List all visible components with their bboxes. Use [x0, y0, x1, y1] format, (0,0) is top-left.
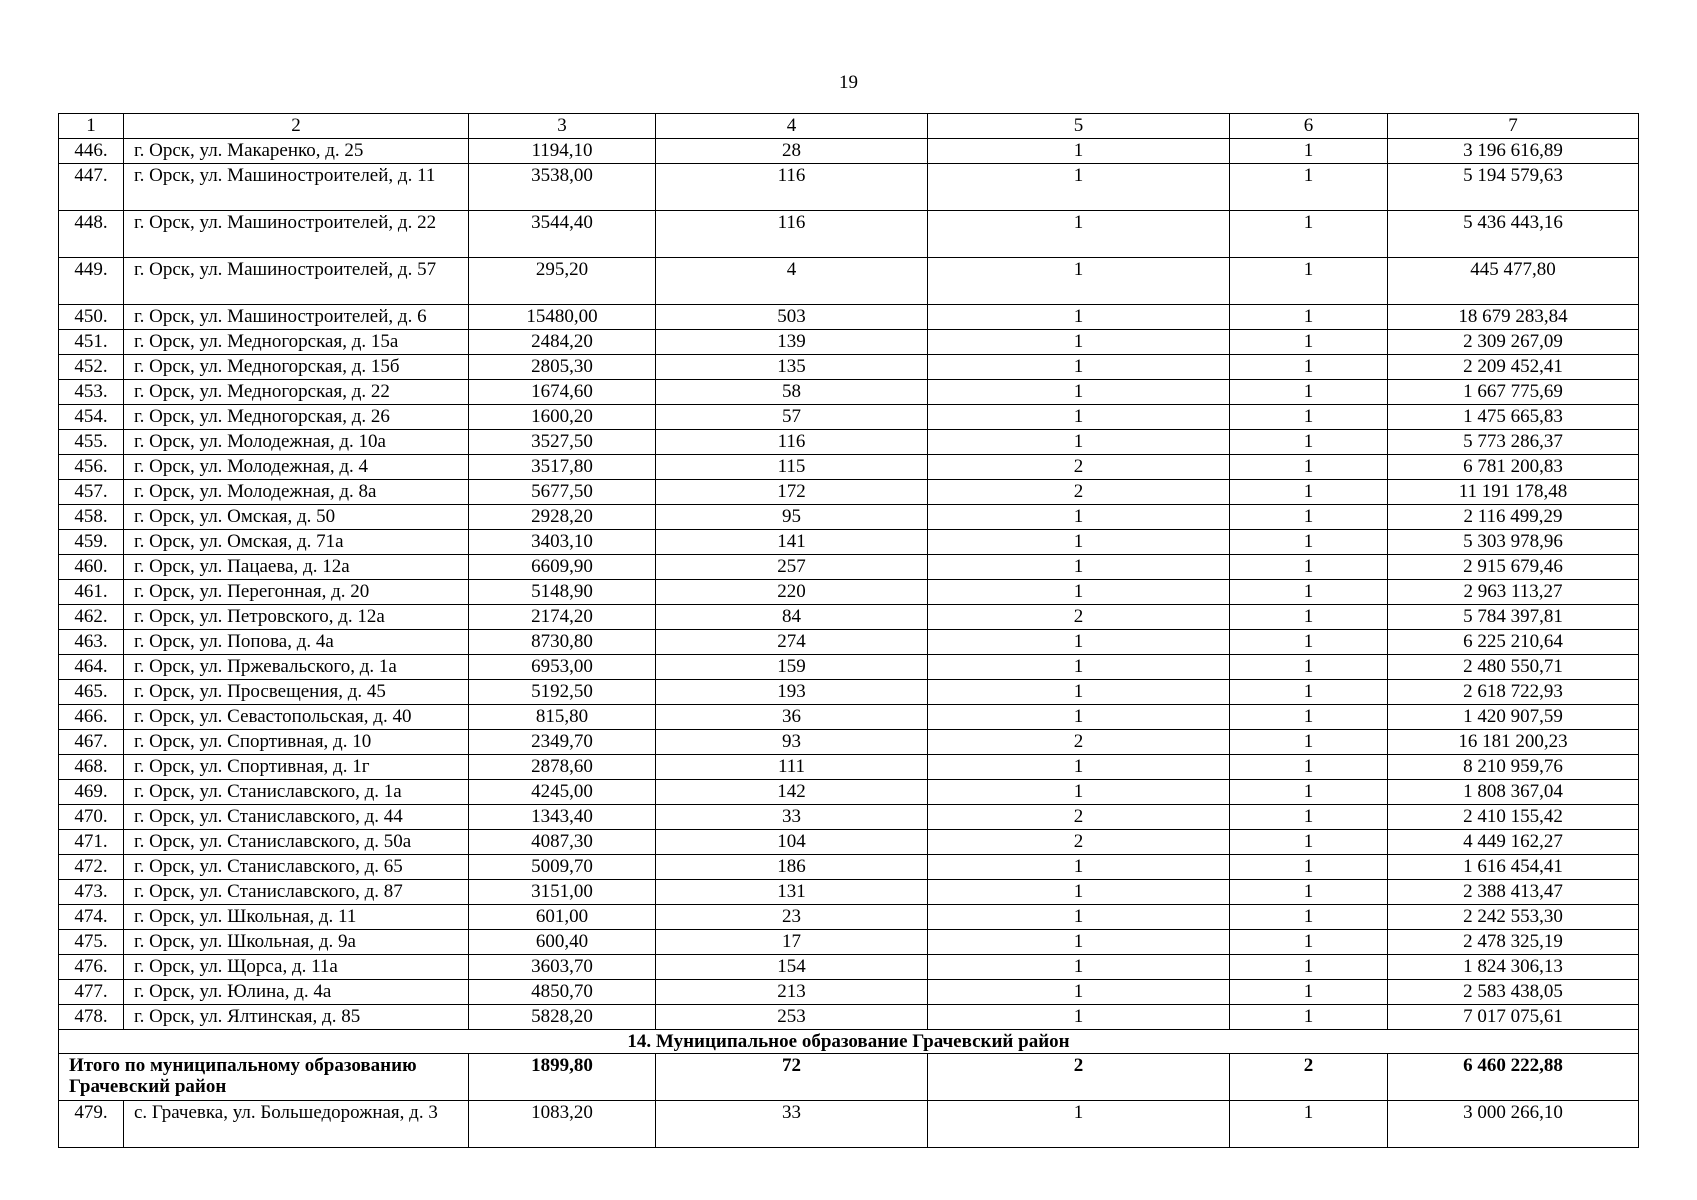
- row-number: 468.: [59, 755, 124, 780]
- area-cell: 295,20: [469, 258, 656, 305]
- address-cell: г. Орск, ул. Молодежная, д. 10а: [124, 430, 469, 455]
- col6-cell: 1: [1230, 655, 1388, 680]
- table-row: [59, 211, 1639, 258]
- cost-cell: 16 181 200,23: [1388, 730, 1639, 755]
- area-cell: 2349,70: [469, 730, 656, 755]
- address-cell: г. Орск, ул. Медногорская, д. 22: [124, 380, 469, 405]
- table-row: [59, 905, 1639, 930]
- section-row: [59, 1030, 1639, 1054]
- row-number: 454.: [59, 405, 124, 430]
- cost-cell: 1 420 907,59: [1388, 705, 1639, 730]
- address-cell: г. Орск, ул. Молодежная, д. 8а: [124, 480, 469, 505]
- area-cell: 2174,20: [469, 605, 656, 630]
- col6-cell: 1: [1230, 258, 1388, 305]
- cost-cell: 1 616 454,41: [1388, 855, 1639, 880]
- table-row: [59, 139, 1639, 164]
- col6-cell: 1: [1230, 530, 1388, 555]
- area-cell: 3151,00: [469, 880, 656, 905]
- cost-cell: 6 781 200,83: [1388, 455, 1639, 480]
- page-number: 19: [839, 72, 858, 93]
- area-cell: 2805,30: [469, 355, 656, 380]
- area-cell: 3544,40: [469, 211, 656, 258]
- residents-cell: 23: [656, 905, 928, 930]
- col6-cell: 1: [1230, 1005, 1388, 1030]
- residents-cell: 193: [656, 680, 928, 705]
- cost-cell: 3 000 266,10: [1388, 1101, 1639, 1148]
- col5-cell: 1: [928, 905, 1230, 930]
- cost-cell: 2 209 452,41: [1388, 355, 1639, 380]
- col6-cell: 1: [1230, 705, 1388, 730]
- address-cell: г. Орск, ул. Севастопольская, д. 40: [124, 705, 469, 730]
- row-number: 465.: [59, 680, 124, 705]
- row-number: 461.: [59, 580, 124, 605]
- area-cell: 5148,90: [469, 580, 656, 605]
- cost-cell: 11 191 178,48: [1388, 480, 1639, 505]
- residents-cell: 116: [656, 164, 928, 211]
- address-cell: г. Орск, ул. Машиностроителей, д. 6: [124, 305, 469, 330]
- residents-cell: 257: [656, 555, 928, 580]
- table-row: [59, 330, 1639, 355]
- area-cell: 2928,20: [469, 505, 656, 530]
- col5-cell: 1: [928, 630, 1230, 655]
- residents-cell: 84: [656, 605, 928, 630]
- address-cell: г. Орск, ул. Омская, д. 50: [124, 505, 469, 530]
- col6-cell: 1: [1230, 430, 1388, 455]
- residents-cell: 115: [656, 455, 928, 480]
- row-number: 479.: [59, 1101, 124, 1148]
- table-row: [59, 980, 1639, 1005]
- residents-cell: 33: [656, 805, 928, 830]
- residents-cell: 159: [656, 655, 928, 680]
- area-cell: 3403,10: [469, 530, 656, 555]
- residents-cell: 186: [656, 855, 928, 880]
- header-cell: 7: [1388, 114, 1639, 139]
- col6-cell: 1: [1230, 211, 1388, 258]
- table-row: [59, 880, 1639, 905]
- table-row: [59, 680, 1639, 705]
- cost-cell: 1 667 775,69: [1388, 380, 1639, 405]
- col5-cell: 1: [928, 655, 1230, 680]
- col5-cell: 1: [928, 164, 1230, 211]
- row-number: 478.: [59, 1005, 124, 1030]
- col5-cell: 1: [928, 355, 1230, 380]
- col6-cell: 1: [1230, 380, 1388, 405]
- address-cell: г. Орск, ул. Станиславского, д. 87: [124, 880, 469, 905]
- residents-cell: 28: [656, 139, 928, 164]
- area-cell: 3517,80: [469, 455, 656, 480]
- address-cell: г. Орск, ул. Медногорская, д. 26: [124, 405, 469, 430]
- address-cell: г. Орск, ул. Спортивная, д. 1г: [124, 755, 469, 780]
- row-number: 451.: [59, 330, 124, 355]
- cost-cell: 2 410 155,42: [1388, 805, 1639, 830]
- col6-cell: 1: [1230, 780, 1388, 805]
- residents-cell: 141: [656, 530, 928, 555]
- area-cell: 600,40: [469, 930, 656, 955]
- cost-cell: 2 583 438,05: [1388, 980, 1639, 1005]
- cost-cell: 2 963 113,27: [1388, 580, 1639, 605]
- data-table: [58, 113, 1639, 1148]
- col5-cell: 1: [928, 780, 1230, 805]
- cost-cell: 5 773 286,37: [1388, 430, 1639, 455]
- table-row: [59, 630, 1639, 655]
- row-number: 471.: [59, 830, 124, 855]
- residents-cell: 57: [656, 405, 928, 430]
- cost-cell: 445 477,80: [1388, 258, 1639, 305]
- header-cell: 1: [59, 114, 124, 139]
- address-cell: г. Орск, ул. Школьная, д. 9а: [124, 930, 469, 955]
- table-row: [59, 355, 1639, 380]
- address-cell: г. Орск, ул. Макаренко, д. 25: [124, 139, 469, 164]
- address-cell: г. Орск, ул. Машиностроителей, д. 57: [124, 258, 469, 305]
- col5-cell: 1: [928, 305, 1230, 330]
- col6-cell: 1: [1230, 730, 1388, 755]
- row-number: 453.: [59, 380, 124, 405]
- table-row: [59, 555, 1639, 580]
- residents-cell: 172: [656, 480, 928, 505]
- row-number: 448.: [59, 211, 124, 258]
- col5-cell: 1: [928, 330, 1230, 355]
- address-cell: г. Орск, ул. Просвещения, д. 45: [124, 680, 469, 705]
- residents-cell: 93: [656, 730, 928, 755]
- table-row: [59, 805, 1639, 830]
- address-cell: г. Орск, ул. Молодежная, д. 4: [124, 455, 469, 480]
- col6-cell: 1: [1230, 680, 1388, 705]
- residents-cell: 220: [656, 580, 928, 605]
- table-row: [59, 430, 1639, 455]
- col6-cell: 1: [1230, 855, 1388, 880]
- col6-cell: 1: [1230, 305, 1388, 330]
- col5-cell: 1: [928, 139, 1230, 164]
- row-number: 476.: [59, 955, 124, 980]
- cost-cell: 7 017 075,61: [1388, 1005, 1639, 1030]
- area-cell: 5192,50: [469, 680, 656, 705]
- address-cell: г. Орск, ул. Перегонная, д. 20: [124, 580, 469, 605]
- address-cell: г. Орск, ул. Станиславского, д. 65: [124, 855, 469, 880]
- col5-cell: 2: [928, 830, 1230, 855]
- area-cell: 6953,00: [469, 655, 656, 680]
- row-number: 447.: [59, 164, 124, 211]
- col5-cell: 1: [928, 1005, 1230, 1030]
- header-cell: 4: [656, 114, 928, 139]
- cost-cell: 2 618 722,93: [1388, 680, 1639, 705]
- area-cell: 601,00: [469, 905, 656, 930]
- row-number: 467.: [59, 730, 124, 755]
- table-row: [59, 605, 1639, 630]
- total-col5: 2: [928, 1054, 1230, 1101]
- header-cell: 5: [928, 114, 1230, 139]
- address-cell: г. Орск, ул. Щорса, д. 11а: [124, 955, 469, 980]
- area-cell: 1194,10: [469, 139, 656, 164]
- address-cell: г. Орск, ул. Юлина, д. 4а: [124, 980, 469, 1005]
- col6-cell: 1: [1230, 139, 1388, 164]
- header-cell: 3: [469, 114, 656, 139]
- residents-cell: 58: [656, 380, 928, 405]
- cost-cell: 3 196 616,89: [1388, 139, 1639, 164]
- table-row: [59, 530, 1639, 555]
- col6-cell: 1: [1230, 830, 1388, 855]
- table-row: [59, 705, 1639, 730]
- row-number: 452.: [59, 355, 124, 380]
- row-number: 469.: [59, 780, 124, 805]
- table-row: [59, 164, 1639, 211]
- row-number: 472.: [59, 855, 124, 880]
- residents-cell: 142: [656, 780, 928, 805]
- col6-cell: 1: [1230, 405, 1388, 430]
- total-label: Итого по муниципальному образованию Грачевский район: [59, 1054, 469, 1101]
- col5-cell: 1: [928, 855, 1230, 880]
- cost-cell: 6 225 210,64: [1388, 630, 1639, 655]
- col6-cell: 1: [1230, 355, 1388, 380]
- row-number: 474.: [59, 905, 124, 930]
- row-number: 456.: [59, 455, 124, 480]
- residents-cell: 111: [656, 755, 928, 780]
- col5-cell: 2: [928, 455, 1230, 480]
- residents-cell: 17: [656, 930, 928, 955]
- cost-cell: 1 808 367,04: [1388, 780, 1639, 805]
- col6-cell: 1: [1230, 805, 1388, 830]
- address-cell: г. Орск, ул. Пржевальского, д. 1а: [124, 655, 469, 680]
- row-number: 458.: [59, 505, 124, 530]
- col6-cell: 1: [1230, 1101, 1388, 1148]
- cost-cell: 2 388 413,47: [1388, 880, 1639, 905]
- table-row: [59, 580, 1639, 605]
- col5-cell: 1: [928, 980, 1230, 1005]
- area-cell: 5677,50: [469, 480, 656, 505]
- area-cell: 3527,50: [469, 430, 656, 455]
- cost-cell: 1 475 665,83: [1388, 405, 1639, 430]
- col6-cell: 1: [1230, 480, 1388, 505]
- col6-cell: 1: [1230, 505, 1388, 530]
- area-cell: 2484,20: [469, 330, 656, 355]
- area-cell: 5828,20: [469, 1005, 656, 1030]
- table-row: [59, 505, 1639, 530]
- total-residents: 72: [656, 1054, 928, 1101]
- residents-cell: 33: [656, 1101, 928, 1148]
- row-number: 466.: [59, 705, 124, 730]
- cost-cell: 8 210 959,76: [1388, 755, 1639, 780]
- col5-cell: 1: [928, 430, 1230, 455]
- row-number: 477.: [59, 980, 124, 1005]
- table-row: [59, 955, 1639, 980]
- area-cell: 3538,00: [469, 164, 656, 211]
- table-row: [59, 305, 1639, 330]
- table-row: [59, 455, 1639, 480]
- table-row: [59, 405, 1639, 430]
- row-number: 470.: [59, 805, 124, 830]
- row-number: 460.: [59, 555, 124, 580]
- residents-cell: 274: [656, 630, 928, 655]
- area-cell: 4245,00: [469, 780, 656, 805]
- cost-cell: 2 242 553,30: [1388, 905, 1639, 930]
- residents-cell: 139: [656, 330, 928, 355]
- address-cell: г. Орск, ул. Станиславского, д. 1а: [124, 780, 469, 805]
- address-cell: г. Орск, ул. Спортивная, д. 10: [124, 730, 469, 755]
- row-number: 449.: [59, 258, 124, 305]
- area-cell: 8730,80: [469, 630, 656, 655]
- area-cell: 1674,60: [469, 380, 656, 405]
- col6-cell: 1: [1230, 555, 1388, 580]
- residents-cell: 213: [656, 980, 928, 1005]
- col6-cell: 1: [1230, 630, 1388, 655]
- total-area: 1899,80: [469, 1054, 656, 1101]
- residents-cell: 104: [656, 830, 928, 855]
- col6-cell: 1: [1230, 755, 1388, 780]
- residents-cell: 135: [656, 355, 928, 380]
- col6-cell: 1: [1230, 930, 1388, 955]
- table-row: [59, 780, 1639, 805]
- col5-cell: 2: [928, 730, 1230, 755]
- col5-cell: 1: [928, 258, 1230, 305]
- area-cell: 5009,70: [469, 855, 656, 880]
- col6-cell: 1: [1230, 580, 1388, 605]
- address-cell: г. Орск, ул. Петровского, д. 12а: [124, 605, 469, 630]
- address-cell: г. Орск, ул. Ялтинская, д. 85: [124, 1005, 469, 1030]
- row-number: 455.: [59, 430, 124, 455]
- col5-cell: 1: [928, 530, 1230, 555]
- col5-cell: 1: [928, 211, 1230, 258]
- col5-cell: 1: [928, 955, 1230, 980]
- row-number: 475.: [59, 930, 124, 955]
- col5-cell: 1: [928, 380, 1230, 405]
- area-cell: 815,80: [469, 705, 656, 730]
- residents-cell: 503: [656, 305, 928, 330]
- cost-cell: 5 784 397,81: [1388, 605, 1639, 630]
- area-cell: 1343,40: [469, 805, 656, 830]
- col6-cell: 1: [1230, 980, 1388, 1005]
- col5-cell: 1: [928, 755, 1230, 780]
- col6-cell: 1: [1230, 605, 1388, 630]
- col5-cell: 1: [928, 930, 1230, 955]
- col5-cell: 2: [928, 605, 1230, 630]
- row-number: 463.: [59, 630, 124, 655]
- total-row: [59, 1054, 1639, 1101]
- col5-cell: 1: [928, 705, 1230, 730]
- area-cell: 15480,00: [469, 305, 656, 330]
- table-row: [59, 755, 1639, 780]
- header-row: [59, 114, 1639, 139]
- area-cell: 1600,20: [469, 405, 656, 430]
- row-number: 459.: [59, 530, 124, 555]
- address-cell: г. Орск, ул. Станиславского, д. 50а: [124, 830, 469, 855]
- area-cell: 4850,70: [469, 980, 656, 1005]
- col5-cell: 1: [928, 405, 1230, 430]
- area-cell: 2878,60: [469, 755, 656, 780]
- row-number: 457.: [59, 480, 124, 505]
- cost-cell: 2 478 325,19: [1388, 930, 1639, 955]
- row-number: 473.: [59, 880, 124, 905]
- address-cell: г. Орск, ул. Станиславского, д. 44: [124, 805, 469, 830]
- row-number: 464.: [59, 655, 124, 680]
- total-cost: 6 460 222,88: [1388, 1054, 1639, 1101]
- col5-cell: 2: [928, 480, 1230, 505]
- table-row: [59, 1101, 1639, 1148]
- col6-cell: 1: [1230, 164, 1388, 211]
- table-row: [59, 730, 1639, 755]
- col6-cell: 1: [1230, 880, 1388, 905]
- address-cell: г. Орск, ул. Медногорская, д. 15б: [124, 355, 469, 380]
- table-row: [59, 855, 1639, 880]
- table-row: [59, 258, 1639, 305]
- residents-cell: 4: [656, 258, 928, 305]
- cost-cell: 2 309 267,09: [1388, 330, 1639, 355]
- total-col6: 2: [1230, 1054, 1388, 1101]
- residents-cell: 253: [656, 1005, 928, 1030]
- address-cell: г. Орск, ул. Машиностроителей, д. 22: [124, 211, 469, 258]
- col5-cell: 1: [928, 680, 1230, 705]
- area-cell: 3603,70: [469, 955, 656, 980]
- residents-cell: 131: [656, 880, 928, 905]
- header-cell: 2: [124, 114, 469, 139]
- cost-cell: 4 449 162,27: [1388, 830, 1639, 855]
- cost-cell: 2 116 499,29: [1388, 505, 1639, 530]
- col6-cell: 1: [1230, 330, 1388, 355]
- cost-cell: 1 824 306,13: [1388, 955, 1639, 980]
- address-cell: г. Орск, ул. Омская, д. 71а: [124, 530, 469, 555]
- table-row: [59, 380, 1639, 405]
- col5-cell: 1: [928, 555, 1230, 580]
- area-cell: 1083,20: [469, 1101, 656, 1148]
- row-number: 462.: [59, 605, 124, 630]
- address-cell: г. Орск, ул. Машиностроителей, д. 11: [124, 164, 469, 211]
- table-row: [59, 480, 1639, 505]
- residents-cell: 95: [656, 505, 928, 530]
- area-cell: 6609,90: [469, 555, 656, 580]
- residents-cell: 116: [656, 430, 928, 455]
- cost-cell: 5 303 978,96: [1388, 530, 1639, 555]
- header-cell: 6: [1230, 114, 1388, 139]
- residents-cell: 116: [656, 211, 928, 258]
- address-cell: с. Грачевка, ул. Большедорожная, д. 3: [124, 1101, 469, 1148]
- col5-cell: 1: [928, 880, 1230, 905]
- address-cell: г. Орск, ул. Медногорская, д. 15а: [124, 330, 469, 355]
- residents-cell: 36: [656, 705, 928, 730]
- cost-cell: 2 480 550,71: [1388, 655, 1639, 680]
- address-cell: г. Орск, ул. Пацаева, д. 12а: [124, 555, 469, 580]
- col5-cell: 2: [928, 805, 1230, 830]
- residents-cell: 154: [656, 955, 928, 980]
- cost-cell: 18 679 283,84: [1388, 305, 1639, 330]
- cost-cell: 2 915 679,46: [1388, 555, 1639, 580]
- col5-cell: 1: [928, 505, 1230, 530]
- col6-cell: 1: [1230, 455, 1388, 480]
- table-row: [59, 930, 1639, 955]
- table-row: [59, 655, 1639, 680]
- cost-cell: 5 436 443,16: [1388, 211, 1639, 258]
- row-number: 446.: [59, 139, 124, 164]
- col5-cell: 1: [928, 580, 1230, 605]
- section-title: 14. Муниципальное образование Грачевский район: [59, 1030, 1639, 1054]
- address-cell: г. Орск, ул. Школьная, д. 11: [124, 905, 469, 930]
- address-cell: г. Орск, ул. Попова, д. 4а: [124, 630, 469, 655]
- cost-cell: 5 194 579,63: [1388, 164, 1639, 211]
- table-row: [59, 830, 1639, 855]
- col6-cell: 1: [1230, 955, 1388, 980]
- area-cell: 4087,30: [469, 830, 656, 855]
- col6-cell: 1: [1230, 905, 1388, 930]
- col5-cell: 1: [928, 1101, 1230, 1148]
- row-number: 450.: [59, 305, 124, 330]
- table-row: [59, 1005, 1639, 1030]
